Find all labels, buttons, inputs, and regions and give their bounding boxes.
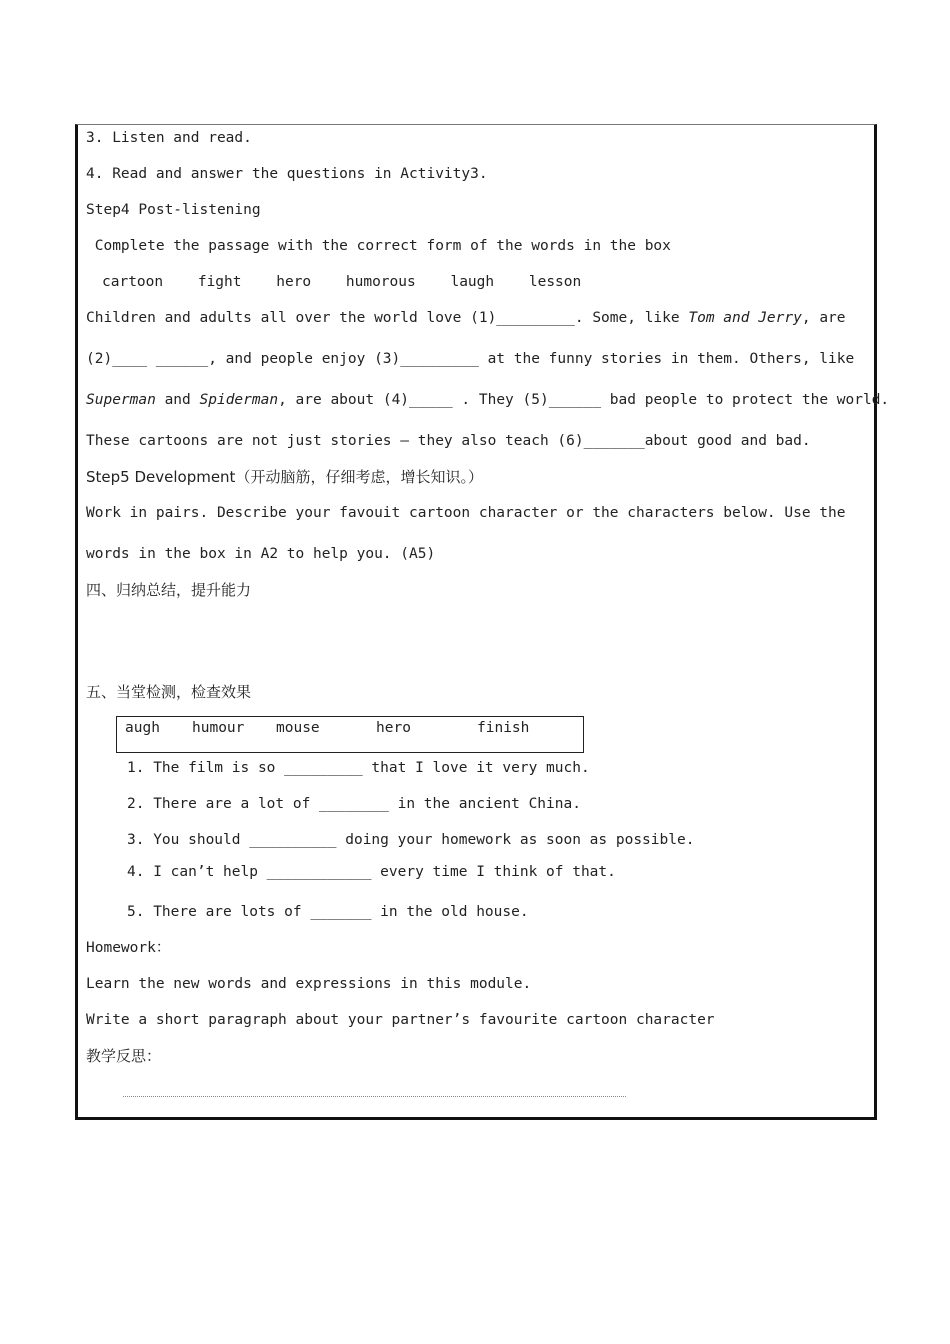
question-2: 2. There are a lot of ________ in the ancient China.: [127, 796, 581, 812]
homework-item-2: Write a short paragraph about your partner’s favourite cartoon character: [86, 1012, 715, 1028]
word-box-item: mouse: [276, 720, 320, 736]
word-bank-word: laugh: [450, 274, 495, 290]
passage-italic: Tom and Jerry: [688, 310, 802, 326]
step4-heading: Step4 Post-listening: [86, 202, 261, 218]
work-pairs-line-1: Work in pairs. Describe your favouit cartoon character or the characters below. Use the: [86, 505, 846, 521]
word-box-item: augh: [125, 720, 160, 736]
passage-italic: Spiderman: [199, 392, 279, 408]
listen-read-line: 3. Listen and read.: [86, 130, 252, 146]
question-5: 5. There are lots of _______ in the old house.: [127, 904, 529, 920]
question-1: 1. The film is so _________ that I love it very much.: [127, 760, 590, 776]
word-bank-word: fight: [197, 274, 242, 290]
word-box-item: hero: [376, 720, 411, 736]
passage-line-1: [86, 308, 846, 328]
work-pairs-line-2: words in the box in A2 to help you. (A5): [86, 546, 436, 562]
homework-item-1: Learn the new words and expressions in this module.: [86, 976, 532, 992]
word-bank-word: lesson: [528, 274, 582, 290]
step5-heading: Step5 Development（开动脑筋，仔细考虑，增长知识。）: [86, 468, 483, 486]
passage-text: , are: [801, 310, 846, 326]
homework-title: Homework：: [86, 940, 171, 956]
question-4: 4. I can’t help ____________ every time I think of that.: [127, 864, 616, 880]
passage-line-4: These cartoons are not just stories — they also teach (6)_______about good and bad.: [86, 433, 811, 449]
passage-line-3: [86, 390, 889, 410]
passage-text: and: [155, 392, 200, 408]
word-bank-word: cartoon: [102, 274, 164, 290]
passage-italic: Superman: [86, 392, 156, 408]
word-bank-1: [102, 272, 581, 292]
read-answer-line: 4. Read and answer the questions in Activity3.: [86, 166, 488, 182]
passage-text: , are about (4)_____ . They (5)______ bad people to protect the world.: [278, 392, 890, 408]
passage-text: Children and adults all over the world love (1)_________. Some, like: [86, 310, 680, 326]
word-box-item: finish: [477, 720, 530, 736]
complete-instruction: Complete the passage with the correct form of the words in the box: [86, 238, 671, 254]
section-four-heading: 四、归纳总结，提升能力: [86, 581, 252, 599]
teaching-reflection-label: 教学反思：: [86, 1047, 162, 1065]
section-five-heading: 五、当堂检测，检查效果: [86, 683, 252, 701]
passage-line-2: (2)____ ______, and people enjoy (3)_________ at the funny stories in them. Others, like: [86, 351, 855, 367]
word-box-item: humour: [192, 720, 245, 736]
question-3: 3. You should __________ doing your homework as soon as possible.: [127, 832, 695, 848]
word-bank-word: humorous: [345, 274, 416, 290]
word-bank-word: hero: [276, 274, 312, 290]
reflection-dotted-line: [123, 1096, 626, 1097]
